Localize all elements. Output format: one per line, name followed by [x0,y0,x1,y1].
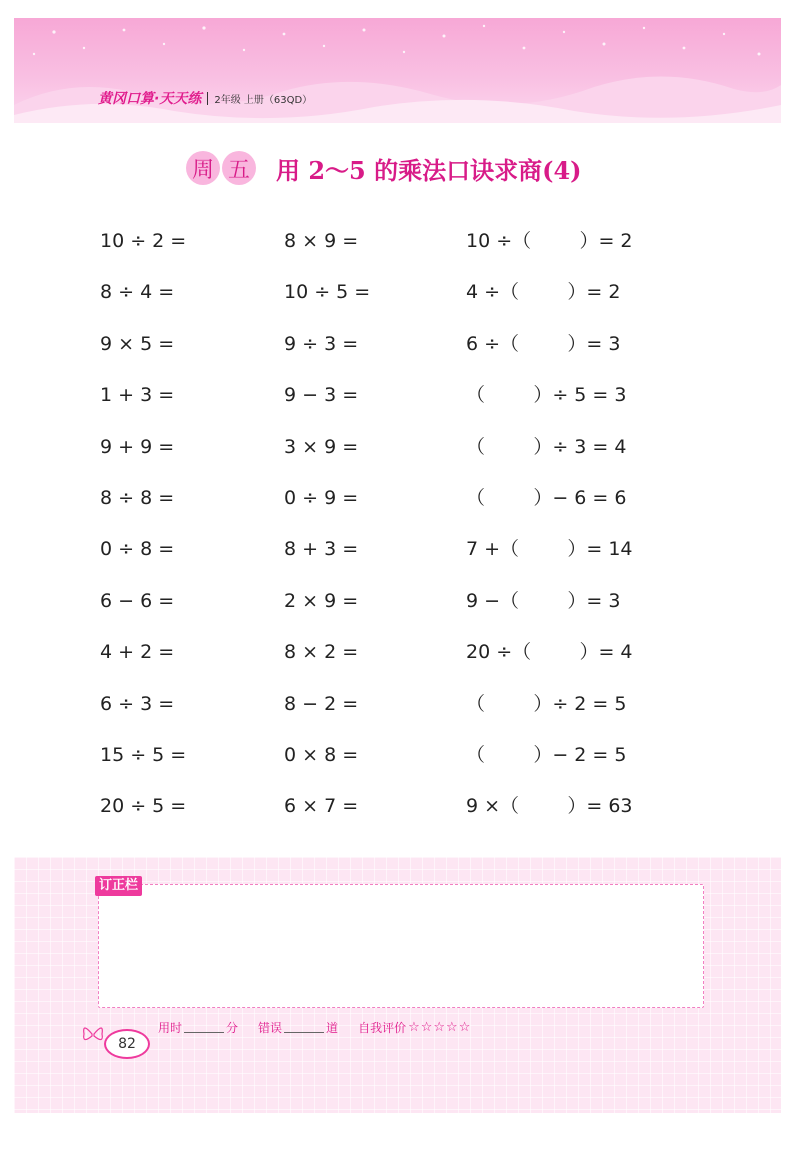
correction-label: 订正栏 [95,876,142,896]
exercise-row [0,432,800,462]
page-title [186,150,582,186]
exercise-item: 8 × 9 = [284,230,359,252]
time-label: 用时 [158,1020,183,1035]
exercise-item: 8 ÷ 4 = [100,281,175,304]
day-char-1: 周 [186,151,220,185]
exercise-row [0,534,800,564]
items-label: 道 [326,1020,339,1035]
exercise-row [0,380,800,410]
exercise-item: 7 +（ ）= 14 [466,538,633,561]
exercise-item: （ ）÷ 2 = 5 [466,692,627,715]
exercise-item: 0 × 8 = [284,744,359,766]
sparkle-dots [14,18,781,78]
exercise-item: 3 × 9 = [284,435,359,458]
exercise-row [0,791,800,821]
exercise-row [0,226,800,256]
exercise-row [0,637,800,667]
day-char-2: 五 [222,151,256,185]
exercise-item: 4 + 2 = [100,641,175,664]
exercise-item: 8 + 3 = [284,538,359,561]
correction-area[interactable] [98,884,704,1008]
exercise-item: 6 × 7 = [284,795,359,818]
exercise-item: （ ）− 2 = 5 [466,744,627,766]
exercise-item: 9 + 9 = [100,435,175,458]
exercise-item: （ ）− 6 = 6 [466,487,627,509]
exercise-item: 9 −（ ）= 3 [466,589,621,612]
exercise-item: 6 ÷ 3 = [100,692,175,715]
exercise-item: 9 − 3 = [284,384,359,407]
self-eval-label: 自我评价 [358,1020,407,1035]
exercise-item: 0 ÷ 8 = [100,538,175,561]
exercise-row [0,586,800,616]
exercise-item: 10 ÷ 2 = [100,230,187,252]
exercise-item: 4 ÷（ ）= 2 [466,281,621,304]
page-number: 82 [104,1029,150,1059]
exercise-row [0,740,800,770]
errors-blank[interactable] [284,1021,324,1033]
exercise-item: 6 ÷（ ）= 3 [466,332,621,355]
exercise-item: 8 ÷ 8 = [100,487,175,509]
minutes-label: 分 [226,1020,239,1035]
lesson-title: 用 2～5 的乘法口诀求商(4) [276,155,582,185]
self-eval-line [158,1017,471,1037]
exercise-item: （ ）÷ 3 = 4 [466,435,627,458]
exercise-row [0,329,800,359]
exercise-row [0,689,800,719]
exercise-item: 0 ÷ 9 = [284,487,359,509]
exercise-item: 6 − 6 = [100,589,175,612]
errors-label: 错误 [258,1020,283,1035]
exercise-item: 2 × 9 = [284,589,359,612]
day-badge [186,151,256,185]
brand-divider [207,92,208,105]
exercise-item: （ ）÷ 5 = 3 [466,384,627,407]
exercise-row [0,483,800,513]
exercise-item: 8 × 2 = [284,641,359,664]
exercise-item: 1 + 3 = [100,384,175,407]
exercise-item: 9 ×（ ）= 63 [466,795,633,818]
exercise-item: 8 − 2 = [284,692,359,715]
time-blank[interactable] [184,1021,224,1033]
exercise-row [0,277,800,307]
exercise-item: 20 ÷（ ）= 4 [466,641,633,664]
rating-stars[interactable]: ☆☆☆☆☆ [408,1019,472,1035]
exercise-item: 9 ÷ 3 = [284,332,359,355]
brand-bar [98,88,312,108]
exercise-item: 15 ÷ 5 = [100,744,187,766]
exercise-item: 20 ÷ 5 = [100,795,187,818]
exercise-item: 10 ÷ 5 = [284,281,371,304]
grade-label: 2年级 上册（63QD） [214,94,313,106]
brand-name: 黄冈口算·天天练 [98,91,202,107]
exercise-item: 10 ÷（ ）= 2 [466,230,633,252]
exercise-item: 9 × 5 = [100,332,175,355]
